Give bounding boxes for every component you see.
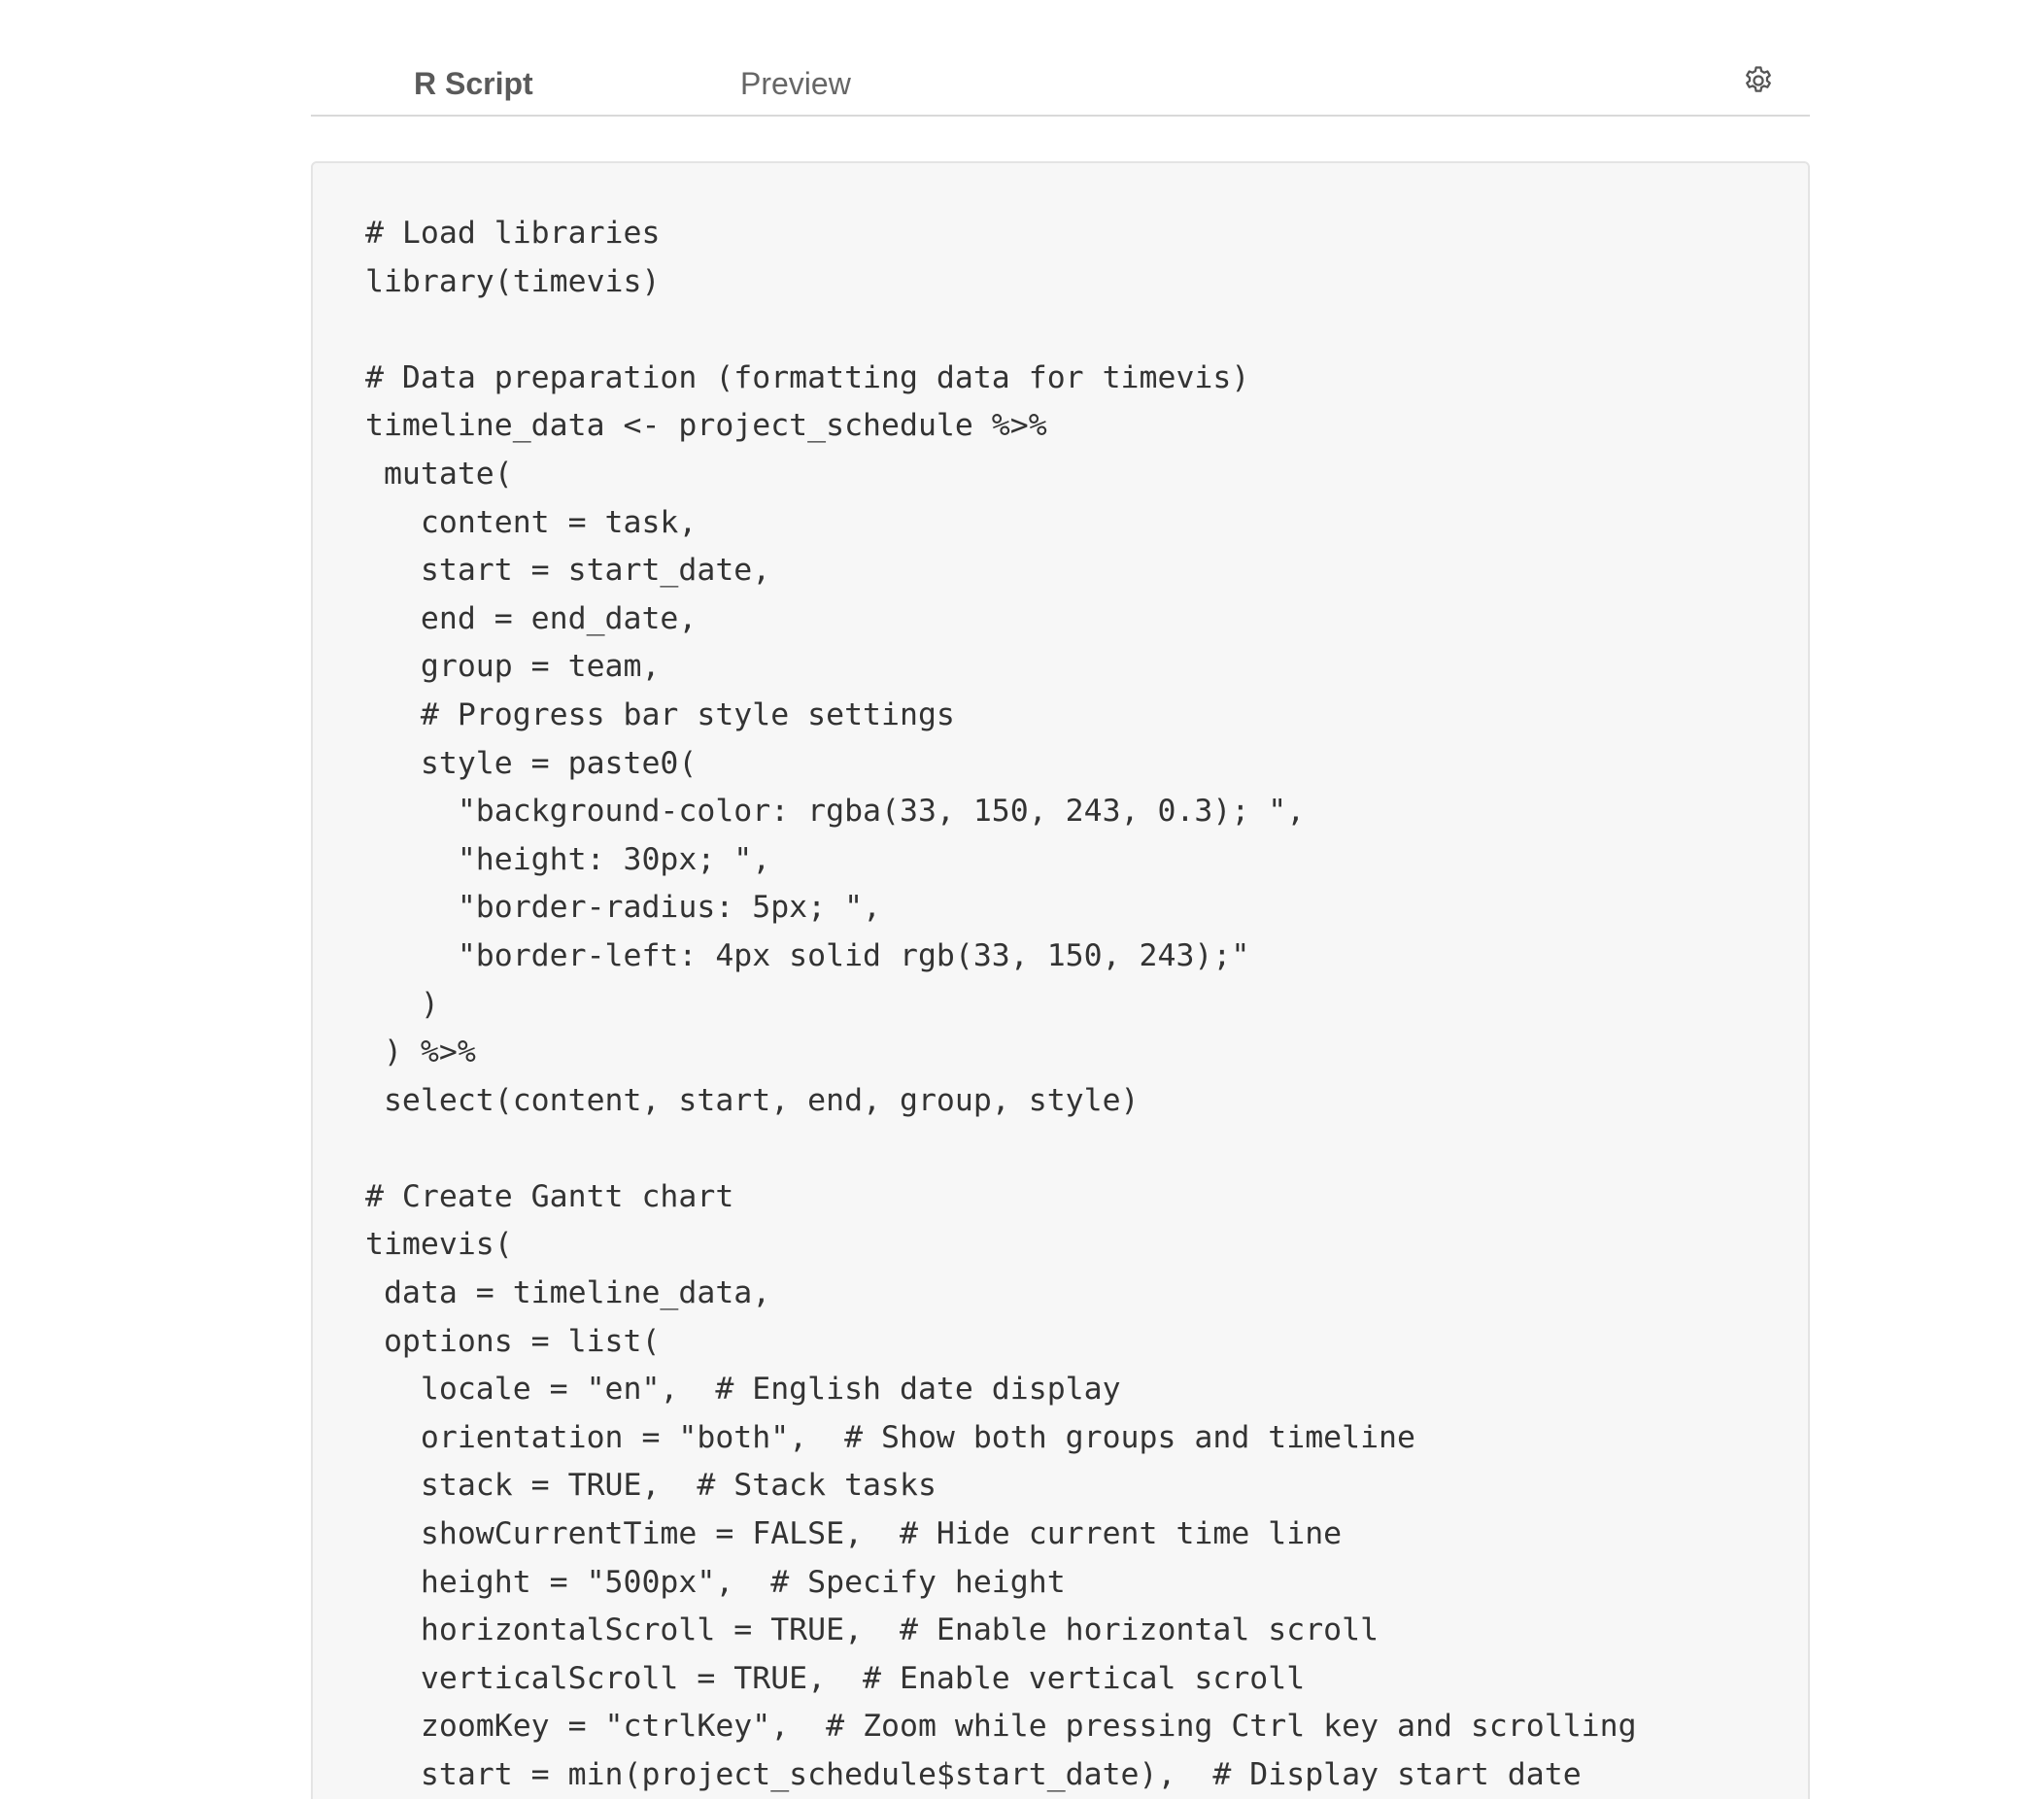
gear-icon[interactable]	[1742, 64, 1775, 97]
code-line: showCurrentTime = FALSE, # Hide current time line	[365, 1516, 1343, 1552]
code-editor[interactable]	[365, 210, 1637, 1799]
tab-bar	[311, 0, 1810, 117]
code-line	[365, 1125, 1637, 1173]
code-line: "border-radius: 5px; ",	[365, 890, 882, 926]
code-line: library(timevis)	[365, 263, 661, 299]
code-line: "border-left: 4px solid rgb(33, 150, 243);"	[365, 937, 1250, 973]
code-line: "height: 30px; ",	[365, 841, 771, 877]
code-line: # Create Gantt chart	[365, 1178, 734, 1214]
code-line: content = task,	[365, 504, 698, 540]
code-line: # Load libraries	[365, 216, 661, 251]
code-line: locale = "en", # English date display	[365, 1372, 1121, 1408]
code-line: verticalScroll = TRUE, # Enable vertical scroll	[365, 1660, 1306, 1696]
code-line: ) %>%	[365, 1035, 476, 1070]
code-line: start = min(project_schedule$start_date), # Display start date	[365, 1757, 1582, 1792]
code-line: height = "500px", # Specify height	[365, 1564, 1066, 1600]
code-line: options = list(	[365, 1323, 661, 1359]
code-line: select(content, start, end, group, style)	[365, 1082, 1140, 1118]
code-line: orientation = "both", # Show both groups and timeline	[365, 1419, 1415, 1455]
code-line: timeline_data <- project_schedule %>%	[365, 408, 1047, 444]
code-line: # Data preparation (formatting data for timevis)	[365, 359, 1250, 395]
code-line: zoomKey = "ctrlKey", # Zoom while pressing Ctrl key and scrolling	[365, 1709, 1637, 1745]
code-line: timevis(	[365, 1227, 513, 1263]
code-panel[interactable]	[311, 161, 1810, 1799]
code-line: start = start_date,	[365, 553, 771, 589]
code-line: horizontalScroll = TRUE, # Enable horizontal scroll	[365, 1612, 1380, 1648]
code-line: end = end_date,	[365, 600, 698, 636]
code-line: mutate(	[365, 456, 513, 492]
code-line: group = team,	[365, 649, 661, 685]
tab-preview[interactable]: Preview	[740, 66, 851, 101]
code-line: )	[365, 986, 439, 1022]
code-line: data = timeline_data,	[365, 1275, 771, 1311]
code-line: # Progress bar style settings	[365, 696, 955, 732]
code-line: style = paste0(	[365, 745, 698, 781]
tab-r-script[interactable]: R Script	[414, 66, 533, 101]
code-line: "background-color: rgba(33, 150, 243, 0.3); ",	[365, 794, 1306, 830]
code-line: stack = TRUE, # Stack tasks	[365, 1468, 937, 1504]
code-line	[365, 306, 1637, 355]
